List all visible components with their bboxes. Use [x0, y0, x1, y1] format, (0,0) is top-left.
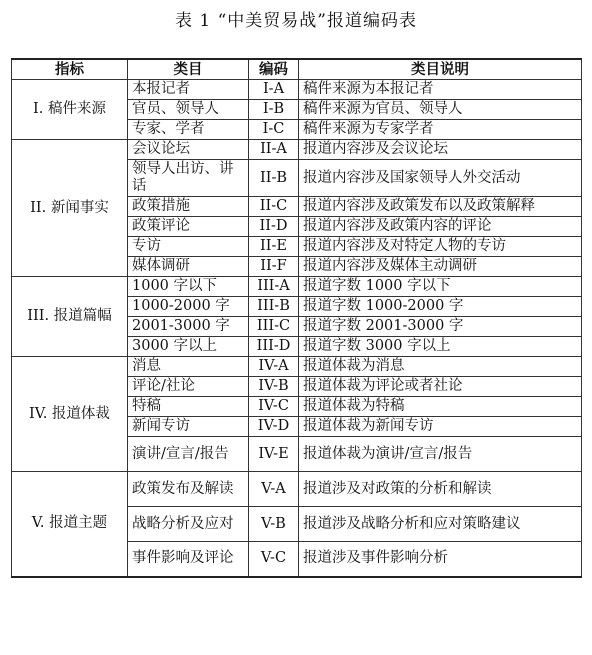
- code-cell: V-A: [249, 472, 299, 507]
- category-cell: 1000-2000 字: [128, 297, 249, 317]
- indicator-cell: V. 报道主题: [12, 472, 128, 577]
- table-row: [12, 140, 582, 160]
- code-cell: I-A: [249, 80, 299, 100]
- description-cell: 报道体裁为消息: [299, 357, 582, 377]
- description-cell: 报道体裁为评论或者社论: [299, 377, 582, 397]
- category-cell: 1000 字以下: [128, 277, 249, 297]
- category-cell: 特稿: [128, 397, 249, 417]
- code-cell: IV-E: [249, 437, 299, 472]
- indicator-cell: IV. 报道体裁: [12, 357, 128, 472]
- code-cell: IV-B: [249, 377, 299, 397]
- header-indicator: 指标: [12, 59, 128, 80]
- category-cell: 本报记者: [128, 80, 249, 100]
- code-cell: II-A: [249, 140, 299, 160]
- code-cell: II-B: [249, 160, 299, 197]
- coding-table: [11, 58, 582, 578]
- category-cell: 演讲/宣言/报告: [128, 437, 249, 472]
- code-cell: III-A: [249, 277, 299, 297]
- category-cell: 领导人出访、讲话: [128, 160, 249, 197]
- code-cell: V-B: [249, 507, 299, 542]
- description-cell: 报道体裁为演讲/宣言/报告: [299, 437, 582, 472]
- category-cell: 专家、学者: [128, 120, 249, 140]
- code-cell: II-C: [249, 197, 299, 217]
- description-cell: 报道字数 1000 字以下: [299, 277, 582, 297]
- description-cell: 稿件来源为专家学者: [299, 120, 582, 140]
- category-cell: 媒体调研: [128, 257, 249, 277]
- code-cell: IV-A: [249, 357, 299, 377]
- code-cell: III-C: [249, 317, 299, 337]
- indicator-cell: II. 新闻事实: [12, 140, 128, 277]
- description-cell: 报道字数 3000 字以上: [299, 337, 582, 357]
- code-cell: III-B: [249, 297, 299, 317]
- code-cell: III-D: [249, 337, 299, 357]
- category-cell: 官员、领导人: [128, 100, 249, 120]
- description-cell: 报道内容涉及政策发布以及政策解释: [299, 197, 582, 217]
- header-code: 编码: [249, 59, 299, 80]
- description-cell: 报道体裁为特稿: [299, 397, 582, 417]
- description-cell: 报道内容涉及对特定人物的专访: [299, 237, 582, 257]
- table-row: [12, 80, 582, 100]
- code-cell: II-E: [249, 237, 299, 257]
- description-cell: 报道涉及对政策的分析和解读: [299, 472, 582, 507]
- table-row: [12, 357, 582, 377]
- code-cell: V-C: [249, 542, 299, 577]
- description-cell: 稿件来源为官员、领导人: [299, 100, 582, 120]
- category-cell: 战略分析及应对: [128, 507, 249, 542]
- description-cell: 报道字数 2001-3000 字: [299, 317, 582, 337]
- code-cell: II-F: [249, 257, 299, 277]
- indicator-cell: III. 报道篇幅: [12, 277, 128, 357]
- code-cell: IV-C: [249, 397, 299, 417]
- category-cell: 事件影响及评论: [128, 542, 249, 577]
- description-cell: 报道内容涉及国家领导人外交活动: [299, 160, 582, 197]
- table-row: [12, 277, 582, 297]
- category-cell: 新闻专访: [128, 417, 249, 437]
- category-cell: 政策措施: [128, 197, 249, 217]
- description-cell: 报道涉及战略分析和应对策略建议: [299, 507, 582, 542]
- category-cell: 消息: [128, 357, 249, 377]
- description-cell: 报道内容涉及媒体主动调研: [299, 257, 582, 277]
- category-cell: 政策评论: [128, 217, 249, 237]
- category-cell: 2001-3000 字: [128, 317, 249, 337]
- code-cell: IV-D: [249, 417, 299, 437]
- header-description: 类目说明: [299, 59, 582, 80]
- category-cell: 评论/社论: [128, 377, 249, 397]
- code-cell: I-C: [249, 120, 299, 140]
- table-row: [12, 472, 582, 507]
- table-caption: 表 1 “中美贸易战”报道编码表: [174, 11, 417, 31]
- description-cell: 报道涉及事件影响分析: [299, 542, 582, 577]
- code-cell: II-D: [249, 217, 299, 237]
- category-cell: 政策发布及解读: [128, 472, 249, 507]
- code-cell: I-B: [249, 100, 299, 120]
- description-cell: 报道内容涉及会议论坛: [299, 140, 582, 160]
- header-category: 类目: [128, 59, 249, 80]
- header-row: [12, 59, 582, 80]
- description-cell: 报道字数 1000-2000 字: [299, 297, 582, 317]
- category-cell: 3000 字以上: [128, 337, 249, 357]
- category-cell: 会议论坛: [128, 140, 249, 160]
- description-cell: 稿件来源为本报记者: [299, 80, 582, 100]
- description-cell: 报道体裁为新闻专访: [299, 417, 582, 437]
- indicator-cell: I. 稿件来源: [12, 80, 128, 140]
- description-cell: 报道内容涉及政策内容的评论: [299, 217, 582, 237]
- category-cell: 专访: [128, 237, 249, 257]
